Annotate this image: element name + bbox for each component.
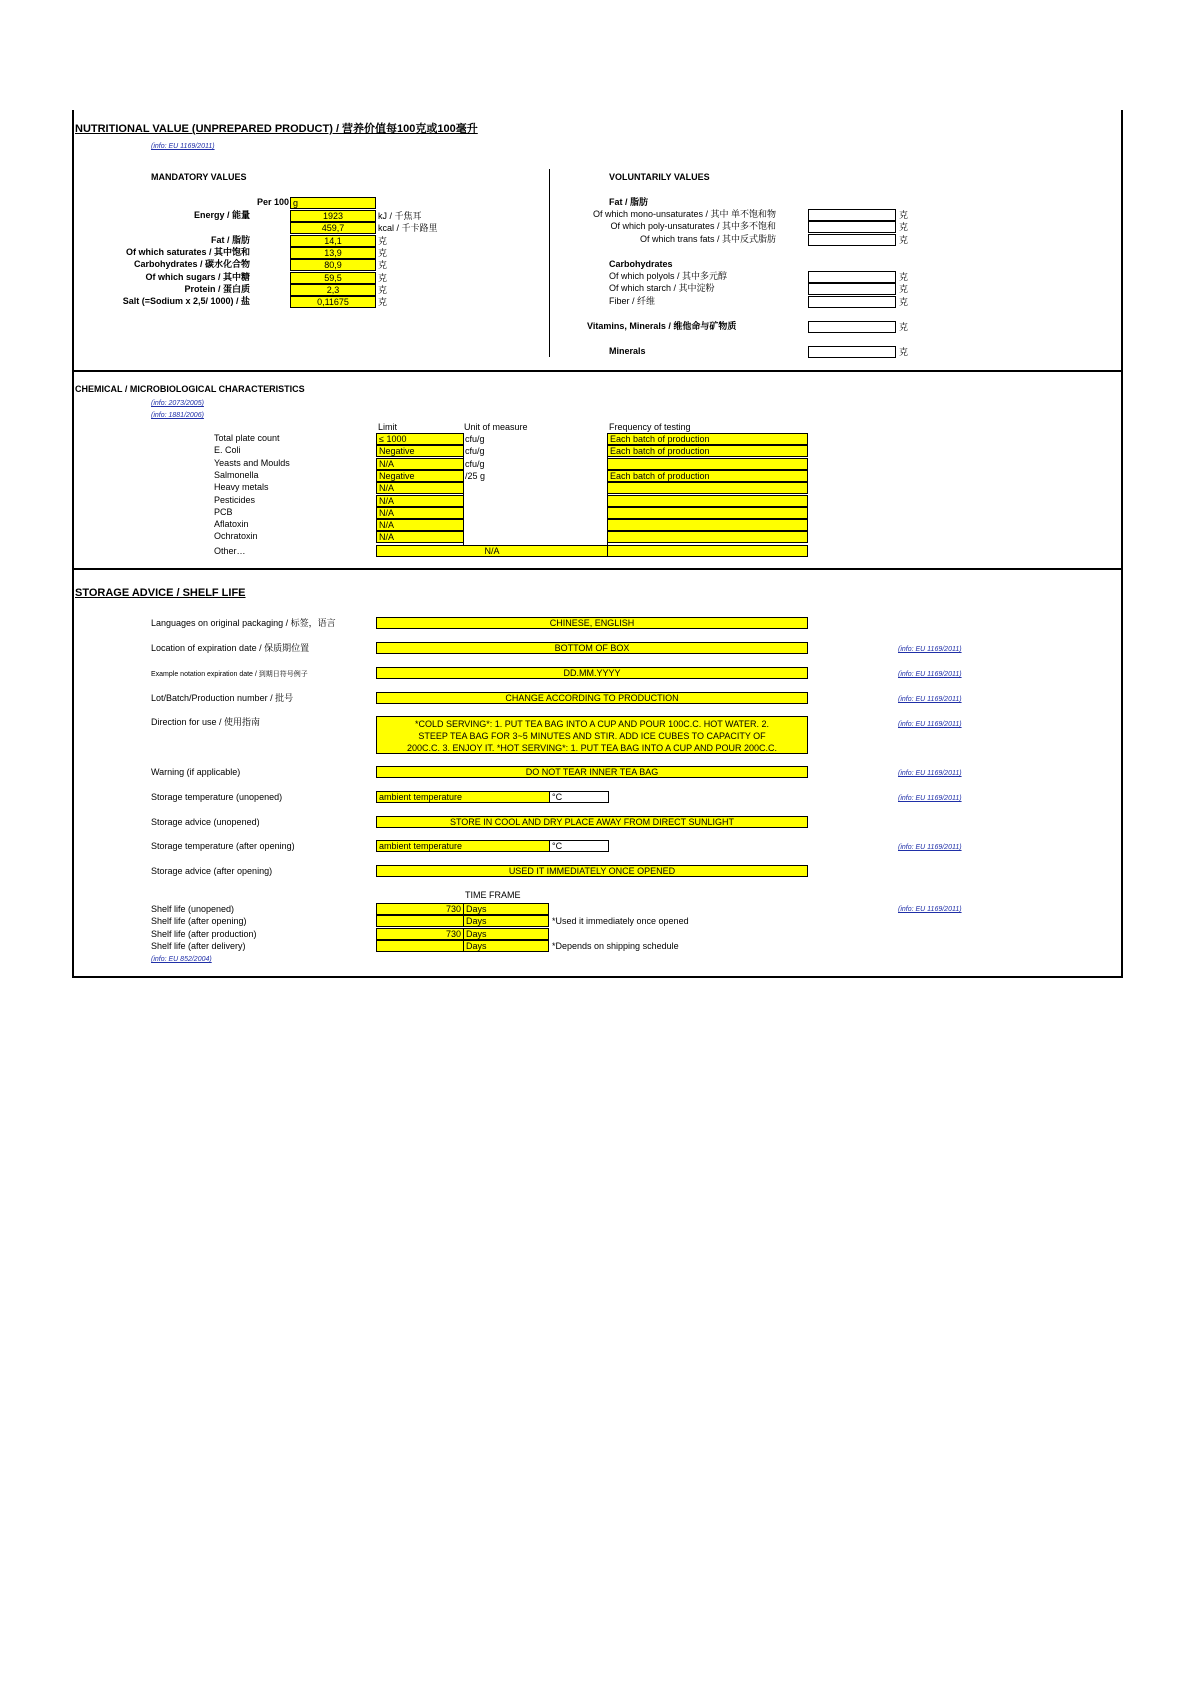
shelf-life-value (376, 915, 464, 927)
expiry-location-label: Location of expiration date / 保质期位置 (151, 643, 310, 653)
shelf-life-value: 730 (376, 903, 464, 915)
chemical-info-link-1[interactable]: (info: 2073/2005) (151, 400, 204, 407)
vitamins-input[interactable] (808, 321, 896, 333)
voluntary-carb-label: Fiber / 纤维 (609, 295, 656, 306)
temp-unopened-value: ambient temperature (376, 791, 550, 803)
minerals-input[interactable] (808, 346, 896, 358)
frame-bottom-border (72, 976, 1123, 978)
chem-row-frequency (607, 458, 808, 470)
section-divider-2 (72, 568, 1123, 570)
voluntary-carb-label: Of which polyols / 其中多元醇 (609, 271, 728, 281)
section-divider-1 (72, 370, 1123, 372)
chem-row-limit: N/A (376, 458, 464, 470)
nutrient-value: 459,7 (290, 222, 376, 234)
shelf-life-note: *Used it immediately once opened (552, 916, 689, 927)
chem-row-limit: N/A (376, 519, 464, 531)
nutrient-unit: 克 (378, 260, 388, 271)
warning-label: Warning (if applicable) (151, 767, 241, 777)
direction-line-3: 200C.C. 3. ENJOY IT. *HOT SERVING*: 1. PUT TEA BAG INTO A CUP AND POUR 200C.C. (407, 743, 777, 753)
chem-row-limit: N/A (376, 495, 464, 507)
nutrient-value: 0,11675 (290, 296, 376, 308)
voluntary-fat-input[interactable] (808, 221, 896, 233)
chem-row-unit: cfu/g (465, 458, 485, 469)
chem-row-name: Pesticides (214, 494, 256, 505)
advice-opened-value: USED IT IMMEDIATELY ONCE OPENED (376, 865, 808, 877)
nutrition-column-divider (549, 169, 550, 357)
temp-unopened-unit: °C (549, 791, 609, 803)
voluntary-fat-input[interactable] (808, 234, 896, 246)
temp-opened-value: ambient temperature (376, 840, 550, 852)
voluntary-carb-label: Of which starch / 其中淀粉 (609, 283, 715, 294)
chem-row-unit: cfu/g (465, 434, 485, 444)
shelf-life-label: Shelf life (after opening) (151, 916, 247, 927)
chem-row-unit: cfu/g (465, 446, 485, 457)
voluntary-fat-label: Of which trans fats / 其中反式脂肪 (639, 233, 776, 244)
shelf-life-unit: Days (463, 940, 549, 952)
voluntary-carb-input[interactable] (808, 271, 896, 283)
nutrient-label: Protein / 蛋白质 (184, 283, 250, 294)
minerals-unit: 克 (899, 347, 909, 357)
chem-row-limit: ≤ 1000 (376, 433, 464, 445)
voluntary-fat-unit: 克 (899, 234, 909, 245)
lot-value: CHANGE ACCORDING TO PRODUCTION (376, 692, 808, 704)
chem-row-name: Ochratoxin (214, 531, 258, 542)
nutrient-value: 14,1 (290, 235, 376, 247)
direction-info[interactable]: (info: EU 1169/2011) (898, 721, 962, 728)
chem-row-frequency (607, 482, 808, 494)
per100-unit: g (290, 197, 376, 209)
voluntary-carb-unit: 克 (899, 272, 909, 282)
nutrient-label: Salt (=Sodium x 2,5/ 1000) / 盐 (122, 296, 250, 307)
chem-row-frequency: Each batch of production (607, 433, 808, 445)
vitamins-unit: 克 (899, 322, 909, 332)
shelf-life-info[interactable]: (info: EU 1169/2011) (898, 906, 962, 913)
nutrient-unit: 克 (378, 272, 388, 283)
chem-row-limit: Negative (376, 445, 464, 457)
chem-row-name: Yeasts and Moulds (214, 457, 290, 468)
col-header-frequency: Frequency of testing (609, 422, 691, 432)
expiry-format-value: DD.MM.YYYY (376, 667, 808, 679)
voluntary-carb-unit: 克 (899, 296, 909, 307)
chem-row-unit: /25 g (465, 470, 486, 481)
frame-right-border (1121, 110, 1123, 978)
per100-label: Per 100 (256, 197, 289, 207)
shelf-life-label: Shelf life (unopened) (151, 904, 235, 914)
nutrient-value: 1923 (290, 210, 376, 222)
chemical-title: CHEMICAL / MICROBIOLOGICAL CHARACTERISTICS (75, 384, 305, 394)
advice-unopened-label: Storage advice (unopened) (151, 817, 260, 827)
voluntary-carb-header: Carbohydrates (609, 259, 673, 269)
shelf-life-unit: Days (463, 903, 549, 915)
minerals-label: Minerals (609, 346, 646, 356)
nutrient-unit: 克 (378, 247, 388, 258)
chem-row-frequency (607, 531, 808, 543)
direction-value (376, 716, 808, 754)
shelf-life-note: *Depends on shipping schedule (552, 940, 679, 951)
chem-row-limit: N/A (376, 531, 464, 543)
nutrient-unit: 克 (378, 284, 388, 295)
other-value: N/A (376, 545, 608, 557)
mandatory-values-header: MANDATORY VALUES (151, 172, 247, 182)
nutrient-label: Carbohydrates / 碳水化合物 (133, 259, 250, 270)
temp-opened-unit: °C (549, 840, 609, 852)
vitamins-label: Vitamins, Minerals / 维他命与矿物质 (587, 321, 737, 331)
chem-unit-col-right (607, 433, 608, 545)
nutrient-value: 59,5 (290, 272, 376, 284)
languages-value: CHINESE, ENGLISH (376, 617, 808, 629)
nutrient-label: Of which sugars / 其中糖 (145, 271, 250, 282)
languages-label: Languages on original packaging / 标签，语言 (151, 618, 336, 628)
nutrient-value: 13,9 (290, 247, 376, 259)
nutrient-unit: kJ / 千焦耳 (378, 211, 422, 221)
col-header-limit: Limit (378, 422, 398, 432)
nutrient-value: 80,9 (290, 259, 376, 271)
timeframe-header: TIME FRAME (465, 890, 521, 900)
advice-opened-label: Storage advice (after opening) (151, 866, 273, 876)
chem-row-name: E. Coli (214, 445, 241, 456)
voluntary-carb-input[interactable] (808, 296, 896, 308)
voluntary-fat-label: Of which poly-unsaturates / 其中多不饱和 (610, 221, 776, 232)
lot-info[interactable]: (info: EU 1169/2011) (898, 696, 962, 703)
warning-info[interactable]: (info: EU 1169/2011) (898, 770, 962, 777)
chem-row-name: Salmonella (214, 469, 259, 480)
expiry-location-info[interactable]: (info: EU 1169/2011) (898, 646, 962, 653)
shelf-life-label: Shelf life (after production) (151, 928, 257, 939)
direction-line-2: STEEP TEA BAG FOR 3~5 MINUTES AND STIR. ADD ICE CUBES TO CAPACITY OF (418, 731, 766, 741)
chem-row-name: Heavy metals (214, 482, 269, 493)
nutrient-unit: 克 (378, 235, 388, 246)
direction-label: Direction for use / 使用指南 (151, 717, 261, 727)
expiry-format-info[interactable]: (info: EU 1169/2011) (898, 671, 962, 678)
lot-label: Lot/Batch/Production number / 批号 (151, 693, 294, 703)
chem-row-frequency (607, 507, 808, 519)
shelf-life-value (376, 940, 464, 952)
chem-row-frequency: Each batch of production (607, 445, 808, 457)
nutrition-title: NUTRITIONAL VALUE (UNPREPARED PRODUCT) / 营养价值每100克或100毫升 (75, 123, 478, 135)
temp-unopened-info[interactable]: (info: EU 1169/2011) (898, 795, 962, 802)
chemical-info-link-2[interactable]: (info: 1881/2006) (151, 412, 204, 419)
chem-row-limit: Negative (376, 470, 464, 482)
warning-value: DO NOT TEAR INNER TEA BAG (376, 766, 808, 778)
nutrition-info-link[interactable]: (info: EU 1169/2011) (151, 143, 215, 150)
shelf-life-unit: Days (463, 915, 549, 927)
chem-row-name: Total plate count (214, 433, 280, 443)
voluntary-fat-input[interactable] (808, 209, 896, 221)
voluntary-carb-input[interactable] (808, 283, 896, 295)
advice-unopened-value: STORE IN COOL AND DRY PLACE AWAY FROM DIRECT SUNLIGHT (376, 816, 808, 828)
voluntary-fat-label: Of which mono-unsaturates / 其中 单不饱和物 (592, 209, 776, 219)
chem-row-limit: N/A (376, 482, 464, 494)
nutrient-label: Energy / 能量 (193, 210, 250, 220)
chem-row-name: Aflatoxin (214, 519, 249, 530)
temp-opened-info[interactable]: (info: EU 1169/2011) (898, 844, 962, 851)
voluntary-fat-unit: 克 (899, 210, 909, 220)
expiry-location-value: BOTTOM OF BOX (376, 642, 808, 654)
storage-title: STORAGE ADVICE / SHELF LIFE (75, 587, 246, 599)
shelf-life-info-852[interactable]: (info: EU 852/2004) (151, 956, 212, 963)
other-frequency (607, 545, 808, 557)
temp-unopened-label: Storage temperature (unopened) (151, 792, 283, 802)
voluntary-fat-unit: 克 (899, 222, 909, 233)
direction-line-1: *COLD SERVING*: 1. PUT TEA BAG INTO A CUP AND POUR 100C.C. HOT WATER. 2. (414, 719, 770, 729)
nutrient-unit: kcal / 千卡路里 (378, 223, 438, 234)
chem-row-name: PCB (214, 506, 233, 517)
nutrient-unit: 克 (378, 297, 388, 308)
shelf-life-unit: Days (463, 928, 549, 940)
other-label: Other… (214, 546, 246, 556)
chem-row-frequency: Each batch of production (607, 470, 808, 482)
nutrient-label: Fat / 脂肪 (210, 234, 250, 245)
nutrient-label: Of which saturates / 其中饱和 (125, 246, 250, 257)
chem-row-frequency (607, 495, 808, 507)
shelf-life-value: 730 (376, 928, 464, 940)
voluntary-fat-header: Fat / 脂肪 (609, 197, 649, 207)
col-header-unit: Unit of measure (464, 422, 528, 432)
temp-opened-label: Storage temperature (after opening) (151, 841, 295, 851)
voluntary-values-header: VOLUNTARILY VALUES (609, 172, 710, 182)
chem-unit-col-left (463, 433, 464, 545)
nutrient-value: 2,3 (290, 284, 376, 296)
chem-row-limit: N/A (376, 507, 464, 519)
expiry-format-label: Example notation expiration date / 到期日符号例子 (151, 671, 308, 678)
shelf-life-label: Shelf life (after delivery) (151, 940, 246, 951)
voluntary-carb-unit: 克 (899, 284, 909, 295)
chem-row-frequency (607, 519, 808, 531)
